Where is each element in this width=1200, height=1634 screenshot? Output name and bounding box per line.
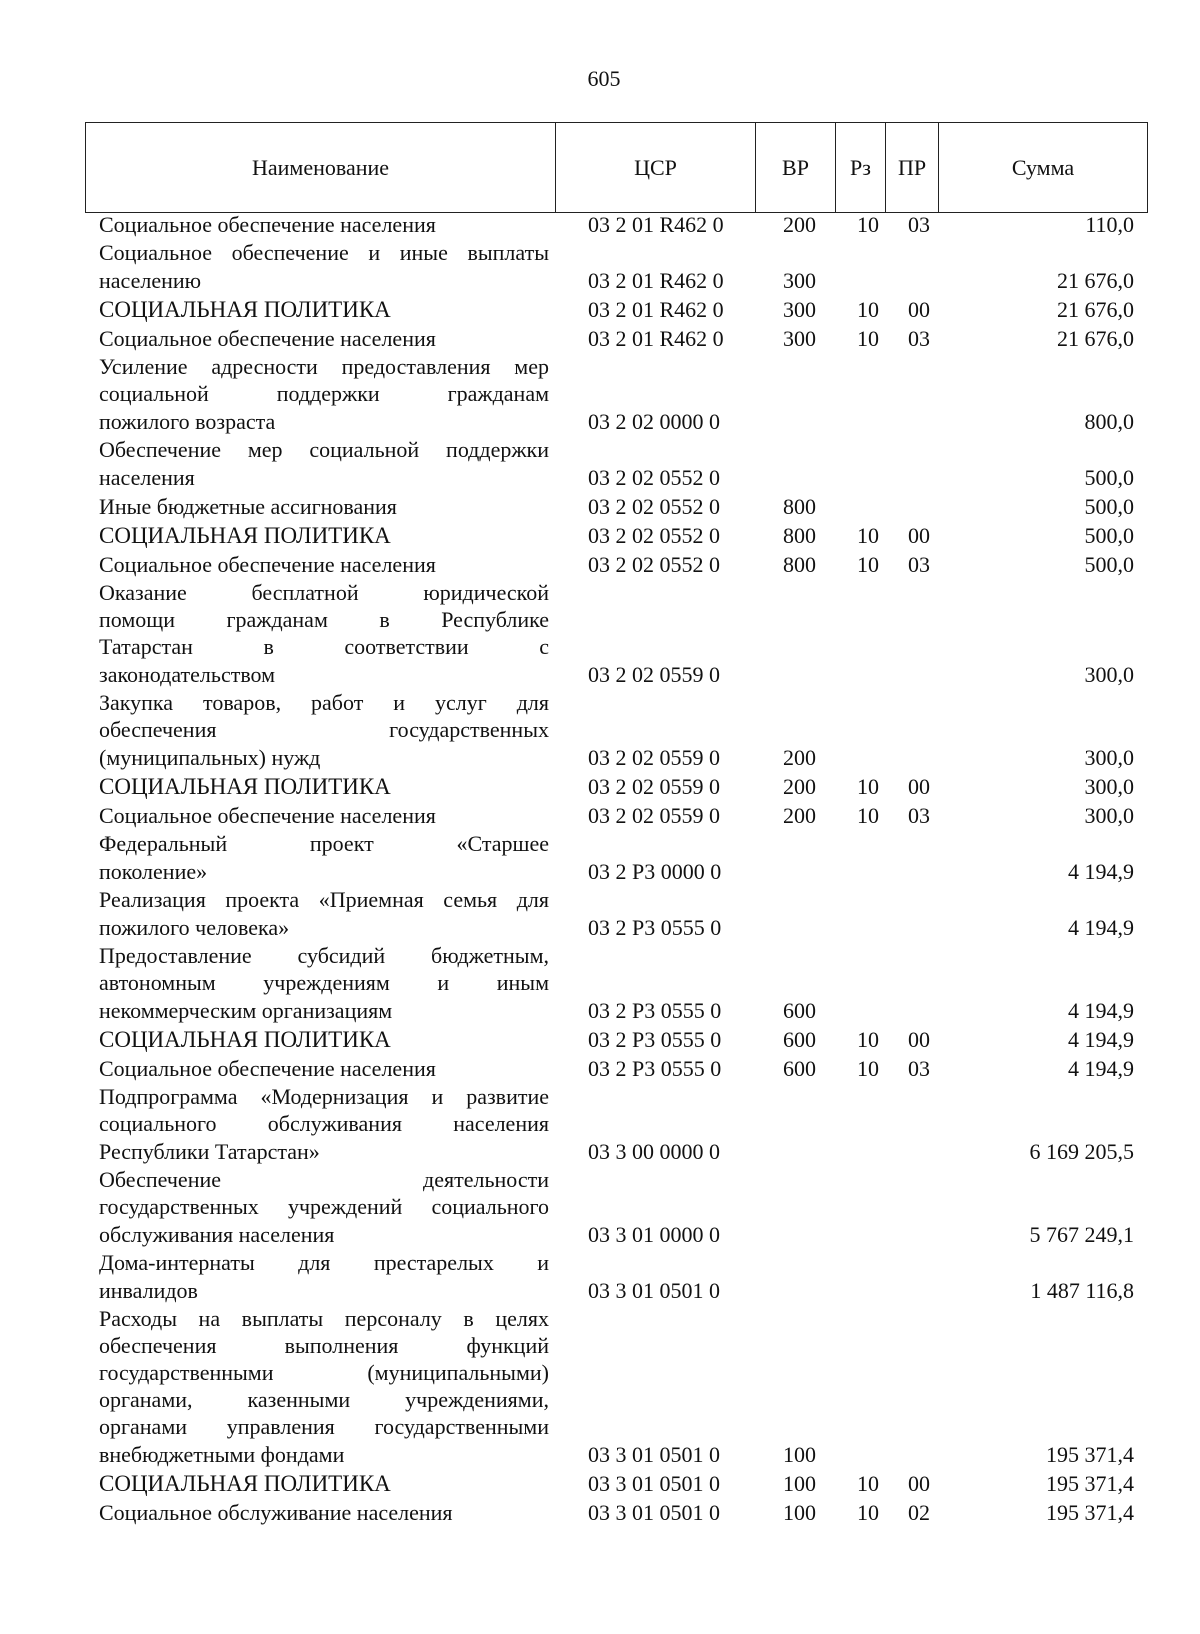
row-name: [99, 689, 549, 772]
row-name-line: населению: [99, 268, 202, 293]
row-pr: 00: [908, 774, 930, 799]
table-row: [0, 1166, 1200, 1249]
header-sum: Сумма: [938, 123, 1147, 212]
row-name: [99, 801, 549, 830]
row-vr: 800: [783, 523, 816, 548]
table-row: [0, 239, 1200, 295]
table-row: [0, 492, 1200, 521]
row-code: 03 2 02 0552 0: [588, 523, 720, 548]
row-rz: 10: [857, 1056, 879, 1081]
row-code: 03 2 01 R462 0: [588, 326, 724, 351]
table-row: [0, 324, 1200, 353]
row-name-line: Обеспечение мер социальной поддержки: [99, 437, 549, 462]
row-code: 03 2 02 0559 0: [588, 662, 720, 687]
row-vr: 800: [783, 494, 816, 519]
row-sum: 800,0: [1084, 409, 1134, 434]
row-sum: 500,0: [1084, 494, 1134, 519]
header-rz: Рз: [835, 123, 885, 212]
row-name-line: Татарстан в соответствии с: [99, 634, 549, 659]
row-sum: 300,0: [1084, 803, 1134, 828]
row-code: 03 2 02 0000 0: [588, 409, 720, 434]
row-code: 03 2 02 0559 0: [588, 774, 720, 799]
row-name: [99, 942, 549, 1025]
row-vr: 300: [783, 326, 816, 351]
row-name-line: (муниципальных) нужд: [99, 745, 321, 770]
header-name: Наименование: [251, 154, 390, 180]
row-rz: 10: [857, 552, 879, 577]
table-row: [0, 210, 1200, 239]
table-row: [0, 942, 1200, 1025]
row-name: [99, 579, 549, 689]
row-name-line: социальной поддержки гражданам: [99, 381, 549, 406]
page-number: 605: [587, 66, 621, 91]
row-name: [99, 324, 549, 353]
row-pr: 00: [908, 1027, 930, 1052]
table-row: [0, 830, 1200, 886]
row-name-line: обеспечения выполнения функций: [99, 1333, 549, 1358]
row-code: 03 2 P3 0555 0: [588, 915, 722, 940]
row-code: 03 2 P3 0555 0: [588, 1027, 722, 1052]
table-row: [0, 353, 1200, 436]
row-sum: 300,0: [1084, 745, 1134, 770]
row-code: 03 2 01 R462 0: [588, 297, 724, 322]
row-name: [99, 210, 549, 239]
row-vr: 200: [783, 803, 816, 828]
row-name: [99, 521, 549, 550]
row-vr: 200: [783, 745, 816, 770]
row-name-line: Расходы на выплаты персоналу в целях: [99, 1306, 549, 1331]
row-name-line: государственных учреждений социального: [99, 1194, 549, 1219]
row-name: [99, 239, 549, 295]
row-name-line: Социальное обеспечение населения: [99, 552, 436, 577]
row-name-line: Федеральный проект «Старшее: [99, 831, 549, 856]
row-vr: 800: [783, 552, 816, 577]
header-vr: ВР: [755, 123, 835, 212]
row-name-line: помощи гражданам в Республике: [99, 607, 549, 632]
row-name-line: СОЦИАЛЬНАЯ ПОЛИТИКА: [99, 523, 391, 548]
row-name-line: Усиление адресности предоставления мер: [99, 354, 549, 379]
row-pr: 03: [908, 1056, 930, 1081]
row-sum: 195 371,4: [1046, 1500, 1134, 1525]
row-code: 03 3 01 0501 0: [588, 1471, 720, 1496]
row-name: [99, 492, 549, 521]
row-sum: 21 676,0: [1057, 326, 1134, 351]
row-sum: 1 487 116,8: [1030, 1278, 1134, 1303]
row-sum: 500,0: [1084, 552, 1134, 577]
row-pr: 00: [908, 523, 930, 548]
row-name-line: обслуживания населения: [99, 1222, 335, 1247]
row-code: 03 3 01 0501 0: [588, 1278, 720, 1303]
table-row: [0, 772, 1200, 801]
row-pr: 03: [908, 803, 930, 828]
row-name-line: СОЦИАЛЬНАЯ ПОЛИТИКА: [99, 1027, 391, 1052]
table-row: [0, 1305, 1200, 1469]
row-pr: 00: [908, 1471, 930, 1496]
row-vr: 600: [783, 1027, 816, 1052]
row-code: 03 3 00 0000 0: [588, 1139, 720, 1164]
table-row: [0, 1083, 1200, 1166]
row-rz: 10: [857, 523, 879, 548]
row-name: [99, 772, 549, 801]
row-name-line: Оказание бесплатной юридической: [99, 580, 549, 605]
row-name-line: инвалидов: [99, 1278, 198, 1303]
row-name-line: Социальное обеспечение населения: [99, 803, 436, 828]
row-name-line: органами управления государственными: [99, 1414, 549, 1439]
row-name: [99, 1498, 549, 1527]
row-name-line: Социальное обеспечение населения: [99, 212, 436, 237]
row-name-line: законодательством: [99, 662, 276, 687]
row-name-line: СОЦИАЛЬНАЯ ПОЛИТИКА: [99, 297, 391, 322]
row-vr: 600: [783, 1056, 816, 1081]
table-row: [0, 1249, 1200, 1305]
row-code: 03 2 02 0552 0: [588, 494, 720, 519]
row-pr: 00: [908, 297, 930, 322]
row-name-line: Социальное обслуживание населения: [99, 1500, 453, 1525]
row-vr: 100: [783, 1500, 816, 1525]
row-code: 03 2 02 0559 0: [588, 745, 720, 770]
row-vr: 100: [783, 1442, 816, 1467]
row-name: [99, 1305, 549, 1469]
row-code: 03 3 01 0000 0: [588, 1222, 720, 1247]
row-name-line: некоммерческим организациям: [99, 998, 393, 1023]
table-row: [0, 579, 1200, 689]
table-header: [85, 122, 1148, 213]
table-row: [0, 436, 1200, 492]
row-rz: 10: [857, 803, 879, 828]
row-name-line: обеспечения государственных: [99, 717, 549, 742]
row-vr: 300: [783, 297, 816, 322]
row-name-line: Подпрограмма «Модернизация и развитие: [99, 1084, 549, 1109]
row-rz: 10: [857, 1471, 879, 1496]
row-sum: 6 169 205,5: [1029, 1139, 1134, 1164]
row-vr: 200: [783, 774, 816, 799]
row-sum: 4 194,9: [1068, 1027, 1134, 1052]
row-vr: 300: [783, 268, 816, 293]
row-name-line: пожилого человека»: [99, 915, 290, 940]
table-row: [0, 1054, 1200, 1083]
row-name-line: социального обслуживания населения: [99, 1111, 549, 1136]
row-sum: 195 371,4: [1046, 1471, 1134, 1496]
row-name-line: внебюджетными фондами: [99, 1442, 345, 1467]
row-name-line: Реализация проекта «Приемная семья для: [99, 887, 549, 912]
row-sum: 110,0: [1085, 212, 1134, 237]
row-sum: 21 676,0: [1057, 268, 1134, 293]
table-row: [0, 886, 1200, 942]
row-name: [99, 436, 549, 492]
table-row: [0, 521, 1200, 550]
row-code: 03 2 01 R462 0: [588, 268, 724, 293]
row-pr: 03: [908, 326, 930, 351]
row-sum: 4 194,9: [1068, 1056, 1134, 1081]
row-name: [99, 886, 549, 942]
row-sum: 500,0: [1084, 523, 1134, 548]
row-code: 03 2 02 0559 0: [588, 803, 720, 828]
row-code: 03 2 01 R462 0: [588, 212, 724, 237]
row-code: 03 2 P3 0555 0: [588, 1056, 722, 1081]
row-sum: 5 767 249,1: [1029, 1222, 1134, 1247]
row-code: 03 3 01 0501 0: [588, 1500, 720, 1525]
row-pr: 03: [908, 552, 930, 577]
row-sum: 300,0: [1084, 662, 1134, 687]
row-name: [99, 1054, 549, 1083]
row-sum: 4 194,9: [1068, 859, 1134, 884]
row-name: [99, 1469, 549, 1498]
row-sum: 195 371,4: [1046, 1442, 1134, 1467]
row-name-line: органами, казенными учреждениями,: [99, 1387, 549, 1412]
table-row: [0, 1469, 1200, 1498]
table-row: [0, 295, 1200, 324]
table-row: [0, 689, 1200, 772]
row-code: 03 3 01 0501 0: [588, 1442, 720, 1467]
row-rz: 10: [857, 212, 879, 237]
table-row: [0, 550, 1200, 579]
row-rz: 10: [857, 1027, 879, 1052]
row-name-line: государственными (муниципальными): [99, 1360, 549, 1385]
header-code: ЦСР: [555, 123, 755, 212]
row-sum: 500,0: [1084, 465, 1134, 490]
table-row: [0, 1498, 1200, 1527]
row-vr: 200: [783, 212, 816, 237]
row-sum: 4 194,9: [1068, 998, 1134, 1023]
row-name: [99, 1249, 549, 1305]
row-sum: 4 194,9: [1068, 915, 1134, 940]
row-name: [99, 353, 549, 436]
row-name-line: Социальное обеспечение населения: [99, 1056, 436, 1081]
row-name-line: автономным учреждениям и иным: [99, 970, 549, 995]
row-pr: 02: [908, 1500, 930, 1525]
row-pr: 03: [908, 212, 930, 237]
row-code: 03 2 02 0552 0: [588, 465, 720, 490]
row-name: [99, 295, 549, 324]
row-rz: 10: [857, 774, 879, 799]
row-name-line: Предоставление субсидий бюджетным,: [99, 943, 549, 968]
row-rz: 10: [857, 326, 879, 351]
row-rz: 10: [857, 297, 879, 322]
row-name: [99, 1166, 549, 1249]
row-name-line: Социальное обеспечение населения: [99, 326, 436, 351]
row-name-line: пожилого возраста: [99, 409, 276, 434]
row-vr: 600: [783, 998, 816, 1023]
row-name-line: Социальное обеспечение и иные выплаты: [99, 240, 549, 265]
row-code: 03 2 02 0552 0: [588, 552, 720, 577]
row-name-line: населения: [99, 465, 195, 490]
row-name-line: Закупка товаров, работ и услуг для: [99, 690, 549, 715]
row-name-line: Иные бюджетные ассигнования: [99, 494, 397, 519]
row-sum: 21 676,0: [1057, 297, 1134, 322]
row-sum: 300,0: [1084, 774, 1134, 799]
row-name: [99, 550, 549, 579]
row-code: 03 2 P3 0000 0: [588, 859, 722, 884]
row-name-line: Республики Татарстан»: [99, 1139, 320, 1164]
row-name: [99, 1083, 549, 1166]
row-name-line: Дома-интернаты для престарелых и: [99, 1250, 549, 1275]
row-vr: 100: [783, 1471, 816, 1496]
row-name-line: СОЦИАЛЬНАЯ ПОЛИТИКА: [99, 1471, 391, 1496]
row-name-line: СОЦИАЛЬНАЯ ПОЛИТИКА: [99, 774, 391, 799]
row-name-line: поколение»: [99, 859, 208, 884]
row-name: [99, 1025, 549, 1054]
row-code: 03 2 P3 0555 0: [588, 998, 722, 1023]
row-name-line: Обеспечение деятельности: [99, 1167, 549, 1192]
row-rz: 10: [857, 1500, 879, 1525]
header-pr: ПР: [885, 123, 938, 212]
table-row: [0, 801, 1200, 830]
row-name: [99, 830, 549, 886]
table-row: [0, 1025, 1200, 1054]
